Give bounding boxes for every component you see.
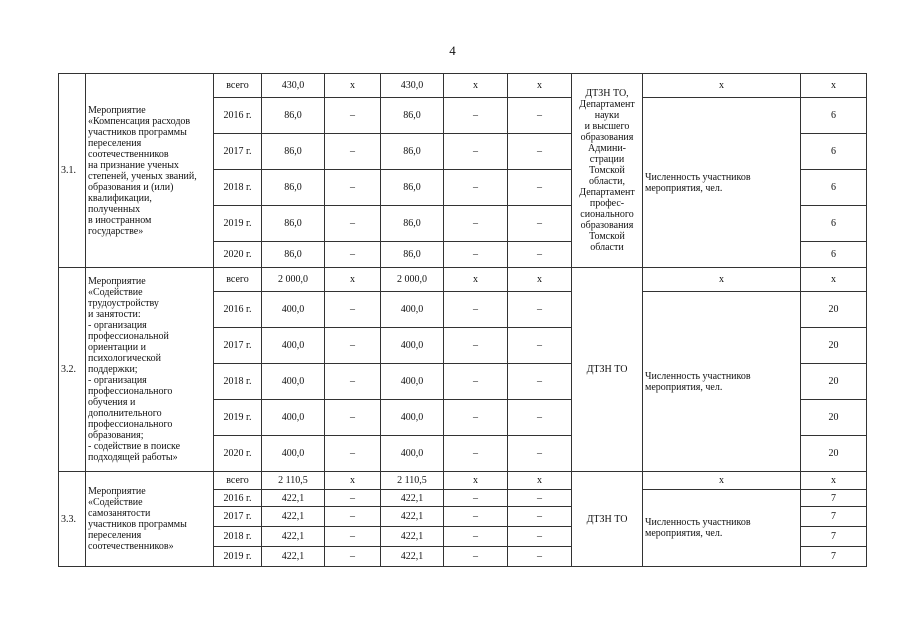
period-cell: 2017 г. (214, 328, 262, 364)
period-cell: 2016 г. (214, 98, 262, 134)
executor-line: науки (594, 110, 620, 121)
measure-name-line: ориентации и (88, 342, 146, 353)
other-cell: – (508, 547, 572, 567)
executor-line: ДТЗН ТО, (585, 88, 629, 99)
federal-cell: – (325, 206, 381, 242)
other-cell: – (508, 242, 572, 268)
indicator-value-cell: 6 (801, 206, 867, 242)
period-cell: 2016 г. (214, 292, 262, 328)
total-cell: 2 110,5 (262, 472, 325, 490)
local-cell: – (444, 400, 508, 436)
period-cell: всего (214, 74, 262, 98)
total-cell: 400,0 (262, 364, 325, 400)
measure-name (86, 74, 214, 268)
executor-line: области, (589, 176, 625, 187)
regional-cell: 86,0 (381, 134, 444, 170)
table-row (59, 74, 867, 98)
regional-cell: 86,0 (381, 206, 444, 242)
local-cell: – (444, 292, 508, 328)
local-cell: – (444, 527, 508, 547)
local-cell: – (444, 436, 508, 472)
measure-name-line: Мероприятие (88, 486, 146, 497)
total-cell: 86,0 (262, 242, 325, 268)
other-cell: – (508, 527, 572, 547)
indicator-value-cell: 20 (801, 400, 867, 436)
indicator-value-cell: 20 (801, 364, 867, 400)
measure-name-line: - содействие в поиске (88, 441, 181, 452)
period-cell: 2020 г. (214, 436, 262, 472)
local-cell: – (444, 364, 508, 400)
federal-cell: – (325, 292, 381, 328)
measure-name-line: психологической (88, 353, 161, 364)
indicator-name-cell: x (643, 268, 801, 292)
total-cell: 400,0 (262, 328, 325, 364)
executor-cell (572, 74, 643, 268)
measure-name-line: - организация (88, 375, 147, 386)
total-cell: 430,0 (262, 74, 325, 98)
indicator-value-cell: 20 (801, 328, 867, 364)
measure-name-line: профессиональной (88, 331, 169, 342)
period-cell: 2020 г. (214, 242, 262, 268)
measure-name-line: государстве» (88, 225, 144, 237)
total-cell: 86,0 (262, 98, 325, 134)
other-cell: – (508, 400, 572, 436)
total-cell: 422,1 (262, 547, 325, 567)
federal-cell: – (325, 547, 381, 567)
federal-cell: x (325, 472, 381, 490)
measure-name-line: профессионального (88, 419, 173, 430)
regional-cell: 86,0 (381, 242, 444, 268)
local-cell: – (444, 328, 508, 364)
total-cell: 400,0 (262, 400, 325, 436)
indicator-name-cell: Численность участников мероприятия, чел. (643, 490, 801, 567)
federal-cell: – (325, 527, 381, 547)
executor-line: Томской (589, 165, 625, 176)
federal-cell: – (325, 436, 381, 472)
federal-cell: x (325, 74, 381, 98)
executor-line: профес- (589, 198, 625, 209)
executor-line: образования (580, 132, 634, 143)
other-cell: x (508, 268, 572, 292)
indicator-value-cell: 6 (801, 98, 867, 134)
regional-cell: 400,0 (381, 364, 444, 400)
indicator-value-cell: 7 (801, 527, 867, 547)
federal-cell: – (325, 507, 381, 527)
executor-line: Департамент (579, 187, 635, 198)
period-cell: 2018 г. (214, 527, 262, 547)
local-cell: x (444, 74, 508, 98)
indicator-name-cell: Численность участников мероприятия, чел. (643, 98, 801, 268)
measure-name-line: самозанятости (88, 508, 151, 519)
indicator-value-cell: x (801, 472, 867, 490)
period-cell: 2017 г. (214, 507, 262, 527)
executor-line: Админи- (587, 143, 627, 154)
measure-name-line: переселения (88, 137, 142, 149)
indicator-value-cell: 20 (801, 436, 867, 472)
other-cell: – (508, 364, 572, 400)
page-number: 4 (449, 43, 456, 58)
total-cell: 422,1 (262, 507, 325, 527)
executor-cell (572, 268, 643, 472)
other-cell: – (508, 134, 572, 170)
measure-name-line: трудоустройству (88, 298, 159, 309)
local-cell: x (444, 472, 508, 490)
measure-name-line: на признание ученых (88, 159, 179, 171)
executor-line: страции (589, 154, 625, 165)
total-cell: 86,0 (262, 134, 325, 170)
local-cell: – (444, 547, 508, 567)
measure-name-line: соотечественников» (88, 541, 174, 552)
regional-cell: 400,0 (381, 436, 444, 472)
executor-cell (572, 472, 643, 567)
executor-line: ДТЗН ТО (586, 364, 628, 375)
measure-name-line: участников программы (88, 519, 187, 530)
regional-cell: 86,0 (381, 98, 444, 134)
indicator-value-cell: x (801, 268, 867, 292)
federal-cell: – (325, 170, 381, 206)
executor-line: Томской (589, 231, 625, 242)
indicator-value-cell: 20 (801, 292, 867, 328)
regional-cell: 422,1 (381, 490, 444, 507)
period-cell: 2018 г. (214, 364, 262, 400)
measure-name-line: образования и (или) (88, 181, 174, 193)
indicator-value-cell: 7 (801, 490, 867, 507)
section-number: 3.1. (59, 74, 86, 268)
other-cell: – (508, 436, 572, 472)
indicator-value-cell: 6 (801, 134, 867, 170)
indicator-value-cell: 6 (801, 242, 867, 268)
other-cell: – (508, 507, 572, 527)
measure-name-line: «Компенсация расходов (88, 115, 191, 127)
measure-name-line: Мероприятие (88, 104, 146, 116)
regional-cell: 400,0 (381, 328, 444, 364)
indicator-value-cell: x (801, 74, 867, 98)
indicator-value-cell: 7 (801, 547, 867, 567)
regional-cell: 2 000,0 (381, 268, 444, 292)
executor-line: Департамент (579, 99, 635, 110)
measure-name-line: поддержки; (88, 364, 138, 375)
other-cell: x (508, 74, 572, 98)
measure-name-line: подходящей работы» (88, 452, 178, 463)
total-cell: 400,0 (262, 292, 325, 328)
measure-name-line: обучения и (88, 397, 136, 408)
federal-cell: – (325, 400, 381, 436)
total-cell: 2 000,0 (262, 268, 325, 292)
measure-name (86, 268, 214, 472)
regional-cell: 86,0 (381, 170, 444, 206)
regional-cell: 400,0 (381, 292, 444, 328)
measure-name-line: в иностранном (88, 214, 152, 226)
indicator-name-cell: Численность участников мероприятия, чел. (643, 292, 801, 472)
measure-name (86, 472, 214, 567)
other-cell: – (508, 490, 572, 507)
executor-line: области (590, 242, 624, 253)
period-cell: 2019 г. (214, 400, 262, 436)
period-cell: 2018 г. (214, 170, 262, 206)
federal-cell: – (325, 490, 381, 507)
local-cell: x (444, 268, 508, 292)
table-row (59, 472, 867, 490)
measure-name-line: профессионального (88, 386, 173, 397)
federal-cell: – (325, 364, 381, 400)
executor-line: сионального (580, 209, 634, 220)
total-cell: 422,1 (262, 490, 325, 507)
section-number: 3.2. (59, 268, 86, 472)
other-cell: – (508, 98, 572, 134)
other-cell: – (508, 170, 572, 206)
regional-cell: 2 110,5 (381, 472, 444, 490)
total-cell: 86,0 (262, 206, 325, 242)
regional-cell: 430,0 (381, 74, 444, 98)
measure-name-line: «Содействие (88, 497, 143, 508)
measure-name-line: степеней, ученых званий, (88, 170, 197, 182)
measure-name-line: Мероприятие (88, 276, 146, 287)
measure-name-line: дополнительного (88, 408, 162, 419)
local-cell: – (444, 490, 508, 507)
period-cell: 2019 г. (214, 547, 262, 567)
local-cell: – (444, 134, 508, 170)
period-cell: 2016 г. (214, 490, 262, 507)
indicator-name-cell: x (643, 74, 801, 98)
local-cell: – (444, 98, 508, 134)
measure-name-line: - организация (88, 320, 147, 331)
other-cell: x (508, 472, 572, 490)
measure-name-line: образования; (88, 430, 144, 441)
measure-name-line: переселения (88, 530, 142, 541)
local-cell: – (444, 170, 508, 206)
measure-name-line: соотечественников (88, 148, 169, 160)
measure-name-line: полученных (88, 203, 141, 215)
total-cell: 400,0 (262, 436, 325, 472)
period-cell: всего (214, 268, 262, 292)
period-cell: 2017 г. (214, 134, 262, 170)
executor-line: ДТЗН ТО (586, 513, 628, 525)
local-cell: – (444, 242, 508, 268)
regional-cell: 422,1 (381, 527, 444, 547)
table-row (59, 268, 867, 292)
federal-cell: – (325, 134, 381, 170)
indicator-value-cell: 6 (801, 170, 867, 206)
total-cell: 86,0 (262, 170, 325, 206)
measures-table (58, 73, 867, 567)
measure-name-line: и занятости: (88, 309, 141, 320)
regional-cell: 400,0 (381, 400, 444, 436)
indicator-name-cell: x (643, 472, 801, 490)
local-cell: – (444, 507, 508, 527)
indicator-value-cell: 7 (801, 507, 867, 527)
executor-line: и высшего (584, 121, 630, 132)
regional-cell: 422,1 (381, 507, 444, 527)
executor-line: образования (580, 220, 634, 231)
other-cell: – (508, 328, 572, 364)
local-cell: – (444, 206, 508, 242)
federal-cell: – (325, 328, 381, 364)
measure-name-line: квалификации, (88, 192, 152, 204)
measure-name-line: «Содействие (88, 287, 143, 298)
federal-cell: – (325, 98, 381, 134)
section-number: 3.3. (59, 472, 86, 567)
other-cell: – (508, 206, 572, 242)
measure-name-line: участников программы (88, 126, 187, 138)
other-cell: – (508, 292, 572, 328)
federal-cell: – (325, 242, 381, 268)
regional-cell: 422,1 (381, 547, 444, 567)
period-cell: 2019 г. (214, 206, 262, 242)
federal-cell: x (325, 268, 381, 292)
total-cell: 422,1 (262, 527, 325, 547)
period-cell: всего (214, 472, 262, 490)
